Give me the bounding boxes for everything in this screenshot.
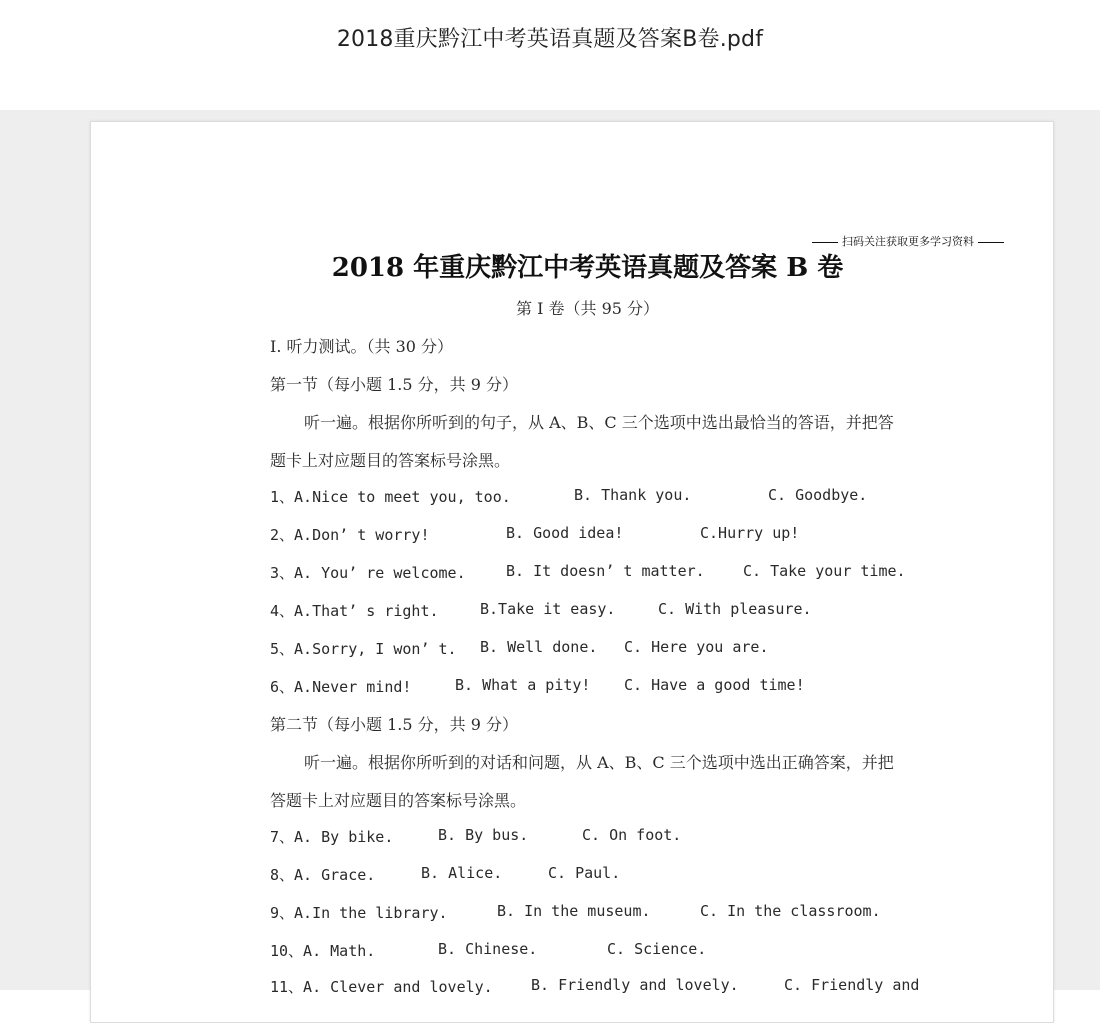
instruction-1b: 题卡上对应题目的答案标号涂黑。 <box>270 451 511 470</box>
option-b: B. Well done. <box>480 638 598 656</box>
instruction-2b: 答题卡上对应题目的答案标号涂黑。 <box>270 791 527 810</box>
subsection-heading-2: 第二节（每小题 1.5 分，共 9 分） <box>270 715 518 734</box>
option-a: 2、A.Don’ t worry! <box>270 526 430 544</box>
option-c: C. On foot. <box>582 826 682 844</box>
option-b: B. Alice. <box>421 864 503 882</box>
option-a: 5、A.Sorry, I won’ t. <box>270 640 457 658</box>
section-heading: I. 听力测试。（共 30 分） <box>270 337 454 356</box>
option-c: C. Science. <box>607 940 707 958</box>
option-b: B. Thank you. <box>574 486 692 504</box>
option-a: 11、A. Clever and lovely. <box>270 978 493 996</box>
option-c: C. Here you are. <box>624 638 769 656</box>
option-a: 4、A.That’ s right. <box>270 602 439 620</box>
document-title: 2018 年重庆黔江中考英语真题及答案 B 卷 <box>331 253 844 283</box>
option-c: C. Paul. <box>548 864 621 882</box>
subsection-heading-1: 第一节（每小题 1.5 分，共 9 分） <box>270 375 518 394</box>
option-b: B.Take it easy. <box>480 600 616 618</box>
option-b: B. By bus. <box>438 826 529 844</box>
option-c: C. Friendly and <box>784 976 920 994</box>
file-title: 2018重庆黔江中考英语真题及答案B卷.pdf <box>336 27 764 52</box>
option-a: 10、A. Math. <box>270 942 376 960</box>
option-c: C. Have a good time! <box>624 676 805 694</box>
option-c: C. Goodbye. <box>768 486 868 504</box>
title-bar <box>0 0 1100 110</box>
instruction-1a: 听一遍。根据你所听到的句子，从 A、B、C 三个选项中选出最恰当的答语，并把答 <box>304 413 894 432</box>
option-b: B. What a pity! <box>455 676 591 694</box>
option-c: C. Take your time. <box>743 562 906 580</box>
qr-note-text: 扫码关注获取更多学习资料 <box>842 235 974 248</box>
option-c: C. With pleasure. <box>658 600 812 618</box>
option-b: B. It doesn’ t matter. <box>506 562 705 580</box>
part-heading: 第 I 卷（共 95 分） <box>516 299 660 318</box>
option-a: 7、A. By bike. <box>270 828 394 846</box>
dash-left <box>812 242 838 243</box>
option-b: B. Friendly and lovely. <box>531 976 739 994</box>
option-a: 6、A.Never mind! <box>270 678 412 696</box>
option-b: B. Chinese. <box>438 940 538 958</box>
option-a: 1、A.Nice to meet you, too. <box>270 488 511 506</box>
option-a: 9、A.In the library. <box>270 904 448 922</box>
instruction-2a: 听一遍。根据你所听到的对话和问题，从 A、B、C 三个选项中选出正确答案，并把 <box>304 753 894 772</box>
option-b: B. In the museum. <box>497 902 651 920</box>
option-c: C.Hurry up! <box>700 524 800 542</box>
dash-right <box>978 242 1004 243</box>
option-c: C. In the classroom. <box>700 902 881 920</box>
option-a: 8、A. Grace. <box>270 866 376 884</box>
option-a: 3、A. You’ re welcome. <box>270 564 466 582</box>
option-b: B. Good idea! <box>506 524 624 542</box>
